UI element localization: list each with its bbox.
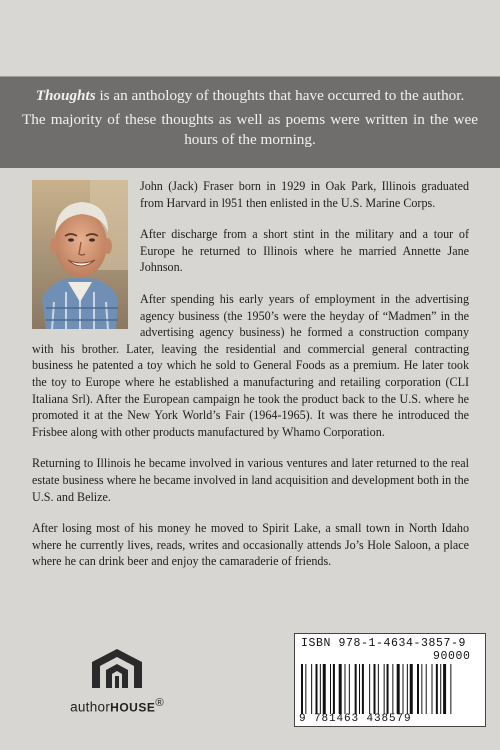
bio-paragraph-4: Returning to Illinois he became involved in various ventures and later returned to the real estate business where he became involved in land acquisition and development both in the U.S. and Belize. <box>32 456 469 504</box>
barcode-bar <box>355 664 357 714</box>
barcode-bar <box>333 664 335 714</box>
barcode-bar <box>436 664 438 714</box>
barcode-bar <box>362 664 364 714</box>
barcode-bar <box>440 664 441 714</box>
blurb-line-1-text: is an anthology of thoughts that have occurred to the author. <box>95 87 465 104</box>
price-code: 90000 <box>433 650 471 663</box>
barcode-bar <box>359 664 360 714</box>
barcode-bar <box>330 664 331 714</box>
barcode-bar <box>339 664 342 714</box>
barcode-bar <box>410 664 413 714</box>
publisher-name-caps: HOUSE <box>110 700 156 715</box>
barcode-bar <box>421 664 422 714</box>
barcode-bar <box>311 664 312 714</box>
barcode-bar <box>417 664 419 714</box>
authorhouse-house-icon <box>87 646 147 690</box>
barcode-bar <box>450 664 451 714</box>
isbn-number: ISBN 978-1-4634-3857-9 <box>301 637 467 650</box>
barcode-bar <box>432 664 433 714</box>
ean-digits: 9 781463 438579 <box>299 713 412 725</box>
barcode-bar <box>426 664 427 714</box>
barcode-bar <box>397 664 400 714</box>
top-band <box>0 0 500 76</box>
barcode-bar <box>384 664 385 714</box>
barcode-bar <box>407 664 408 714</box>
publisher-name <box>62 697 172 715</box>
barcode-bar <box>316 664 318 714</box>
barcode-bar <box>387 664 389 714</box>
blurb-line-2: The majority of these thoughts as well as poems were written in the wee hours of the morning. <box>22 111 478 148</box>
barcode-bar <box>374 664 376 714</box>
bio-paragraph-3-rest: in the advertising agency business) he formed a construction company with his brother. Later, leaving the residential and commercial general contracting business he patented a toy which he sold to General Foods as a premium. He later took the toy to Europe where he established a manufacturing and retailing corporation (CLI Italiana Srl). After the European campaign he took the product back to the U.S. where he promoted it at the New York World’s Fair (1964-1965). It was there he introduced the Frisbee along with other products manufactured by Whamo Corporation. <box>32 308 469 439</box>
barcode-bar <box>392 664 393 714</box>
barcode-bar <box>320 664 321 714</box>
publisher-name-lower: author <box>70 699 111 715</box>
bio-paragraph-3-first: After spending his early years of employment in the advertising agency business (the 1950’s were the heyday of “Madmen” <box>140 291 469 323</box>
book-blurb <box>0 76 500 168</box>
barcode-bar <box>369 664 370 714</box>
barcode-bar <box>301 664 303 714</box>
barcode-bar <box>403 664 404 714</box>
barcode-bar <box>378 664 379 714</box>
barcode-bar <box>443 664 446 714</box>
barcode-bar <box>305 664 306 714</box>
bio-paragraph-5: After losing most of his money he moved to Spirit Lake, a small town in North Idaho where he currently lives, reads, writes and occasionally attends Jo’s Hole Saloon, a place where he can drink beer and enjoy the camaraderie of friends. <box>32 521 469 569</box>
barcode-bar <box>349 664 350 714</box>
publisher-logo <box>62 646 172 716</box>
bio-paragraph-2: After discharge from a short stint in the military and a tour of Europe he returned to Illinois where he married Annette Jane Johnson. <box>140 227 469 275</box>
barcode-bars <box>301 664 481 714</box>
blurb-line-1 <box>22 86 478 106</box>
photo-spacer <box>32 178 140 330</box>
barcode-bar <box>345 664 346 714</box>
barcode-bar <box>323 664 326 714</box>
isbn-barcode <box>294 633 486 727</box>
registered-mark: ® <box>155 697 164 709</box>
bio-paragraph-1: John (Jack) Fraser born in 1929 in Oak Park, Illinois graduated from Harvard in l951 then enlisted in the U.S. Marine Corps. <box>140 179 469 210</box>
book-title-word: Thoughts <box>35 87 96 104</box>
author-biography <box>32 178 469 585</box>
